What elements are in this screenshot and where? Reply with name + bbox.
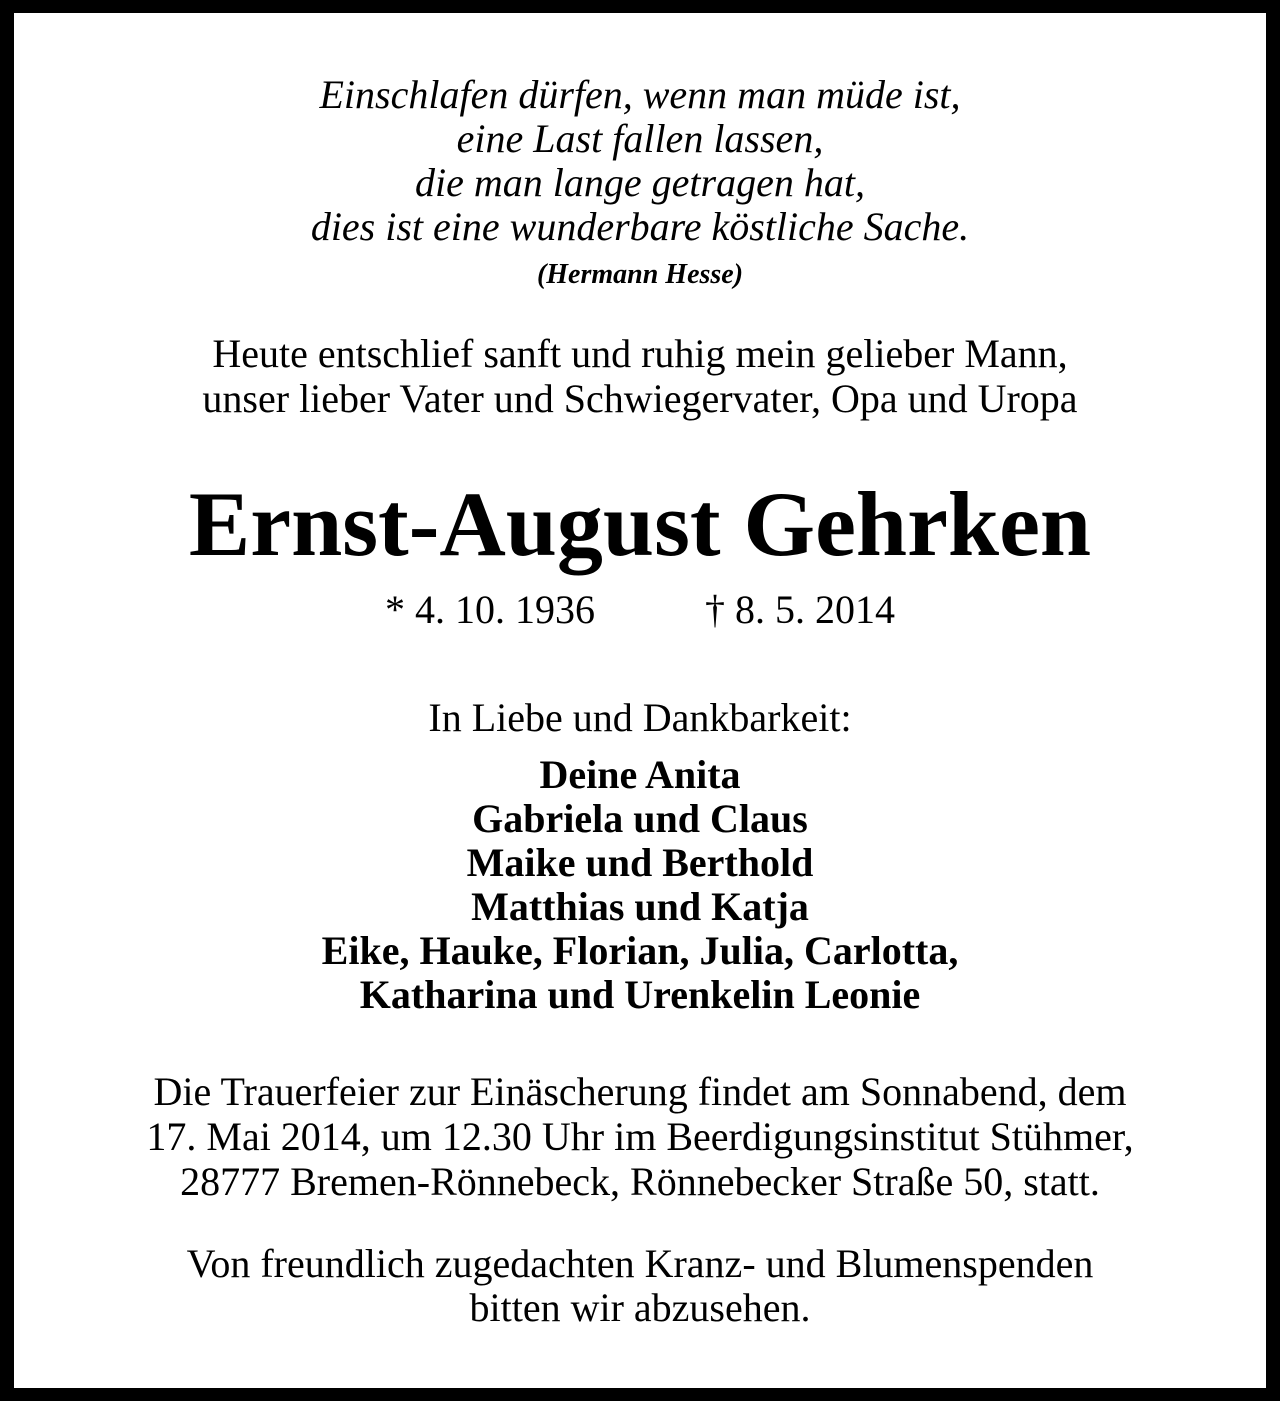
family-line: Matthias und Katja [471, 884, 809, 929]
intro-text [14, 331, 1266, 421]
family-line: Maike und Berthold [466, 840, 814, 885]
family-line: Gabriela und Claus [472, 796, 808, 841]
note-line: Von freundlich zugedachten Kranz- und Blumenspenden [186, 1241, 1094, 1286]
intro-line: unser lieber Vater und Schwiegervater, Opa und Uropa [202, 376, 1078, 421]
ceremony-line: 17. Mai 2014, um 12.30 Uhr im Beerdigungsinstitut Stühmer, [146, 1114, 1134, 1159]
poem-line: dies ist eine wunderbare köstliche Sache. [310, 204, 970, 249]
ceremony-line: 28777 Bremen-Rönnebeck, Rönnebecker Straße 50, statt. [180, 1159, 1100, 1204]
family-line: Deine Anita [539, 752, 741, 797]
flower-donation-note [14, 1242, 1266, 1330]
poem-author: (Hermann Hesse) [536, 259, 744, 290]
family-line: Katharina und Urenkelin Leonie [359, 972, 921, 1017]
ceremony-line: Die Trauerfeier zur Einäscherung findet am Sonnabend, dem [153, 1069, 1127, 1114]
note-line: bitten wir abzusehen. [469, 1285, 811, 1330]
birth-date: * 4. 10. 1936 [385, 587, 595, 632]
dedication: In Liebe und Dankbarkeit: [428, 695, 852, 740]
poem-line: Einschlafen dürfen, wenn man müde ist, [319, 72, 961, 117]
poem-line: eine Last fallen lassen, [456, 116, 824, 161]
poem-quote [14, 73, 1266, 249]
ceremony-info [14, 1069, 1266, 1204]
intro-line: Heute entschlief sanft und ruhig mein gelieber Mann, [212, 331, 1068, 376]
family-list [14, 753, 1266, 1017]
family-line: Eike, Hauke, Florian, Julia, Carlotta, [321, 928, 959, 973]
life-dates [14, 585, 1266, 635]
death-date: † 8. 5. 2014 [705, 587, 895, 632]
deceased-name: Ernst-August Gehrken [188, 473, 1092, 575]
poem-line: die man lange getragen hat, [415, 160, 865, 205]
